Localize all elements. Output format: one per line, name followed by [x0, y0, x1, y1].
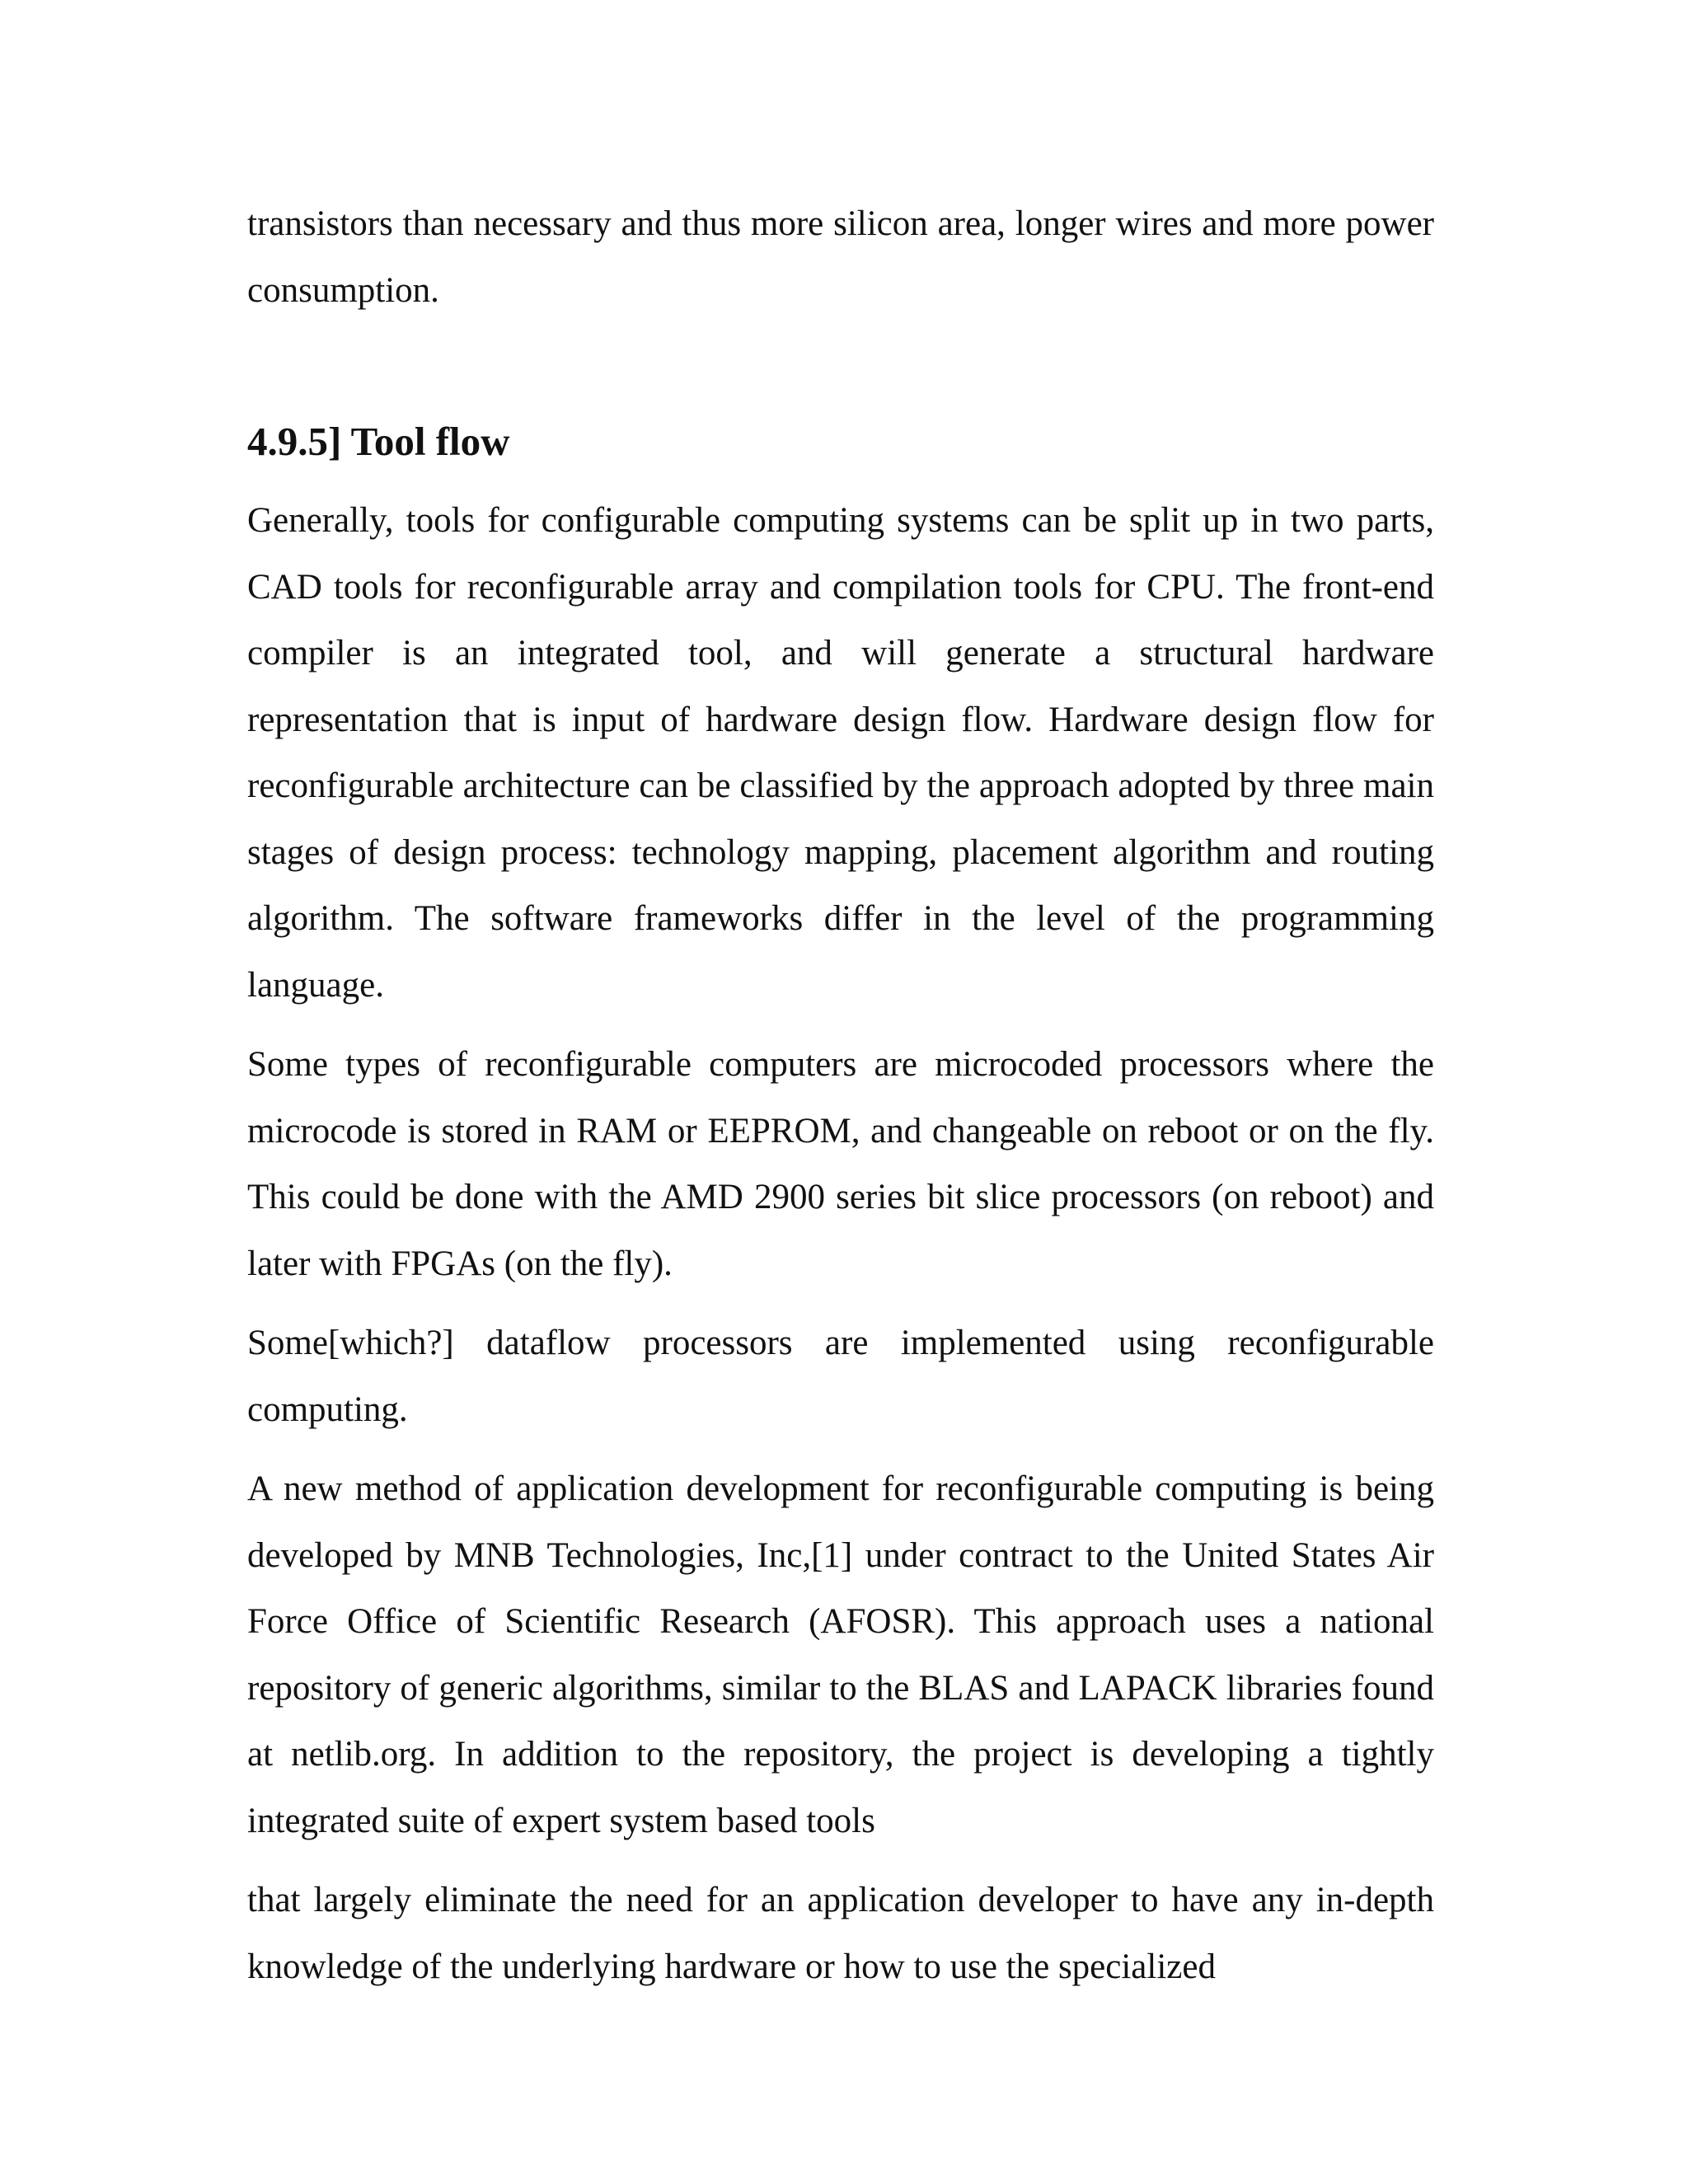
paragraph-tool-flow-overview: Generally, tools for configurable computing systems can be split up in two parts, CAD tools for reconfigurable array and compilation tools for CPU. The front-end compiler is an integrated tool, and will generate a structural hardware representation that is input of hardware design flow. Hardware design flow for reconfigurable architecture can be classified by the approach adopted by three main stages of design process: technology mapping, placement algorithm and routing algorithm. The software frameworks differ in the level of the programming language.: [247, 501, 1434, 1005]
paragraph-dataflow-processors: Some[which?] dataflow processors are implemented using reconfigurable computing.: [247, 1324, 1434, 1429]
document-body: [247, 191, 1434, 2000]
intro-paragraph: transistors than necessary and thus more silicon area, longer wires and more power consumption.: [247, 204, 1434, 310]
paragraph-microcoded-processors: Some types of reconfigurable computers are microcoded processors where the microcode is stored in RAM or EEPROM, and changeable on reboot or on the fly. This could be done with the AMD 2900 series bit slice processors (on reboot) and later with FPGAs (on the fly).: [247, 1045, 1434, 1283]
paragraph-expert-tools: that largely eliminate the need for an application developer to have any in-depth knowledge of the underlying hardware or how to use the specialized: [247, 1881, 1434, 1986]
paragraph-application-development: A new method of application development for reconfigurable computing is being developed by MNB Technologies, Inc,[1] under contract to the United States Air Force Office of Scientific Research (AFOSR). This approach uses a national repository of generic algorithms, similar to the BLAS and LAPACK libraries found at netlib.org. In addition to the repository, the project is developing a tightly integrated suite of expert system based tools: [247, 1469, 1434, 1840]
section-heading: 4.9.5] Tool flow: [247, 419, 510, 464]
